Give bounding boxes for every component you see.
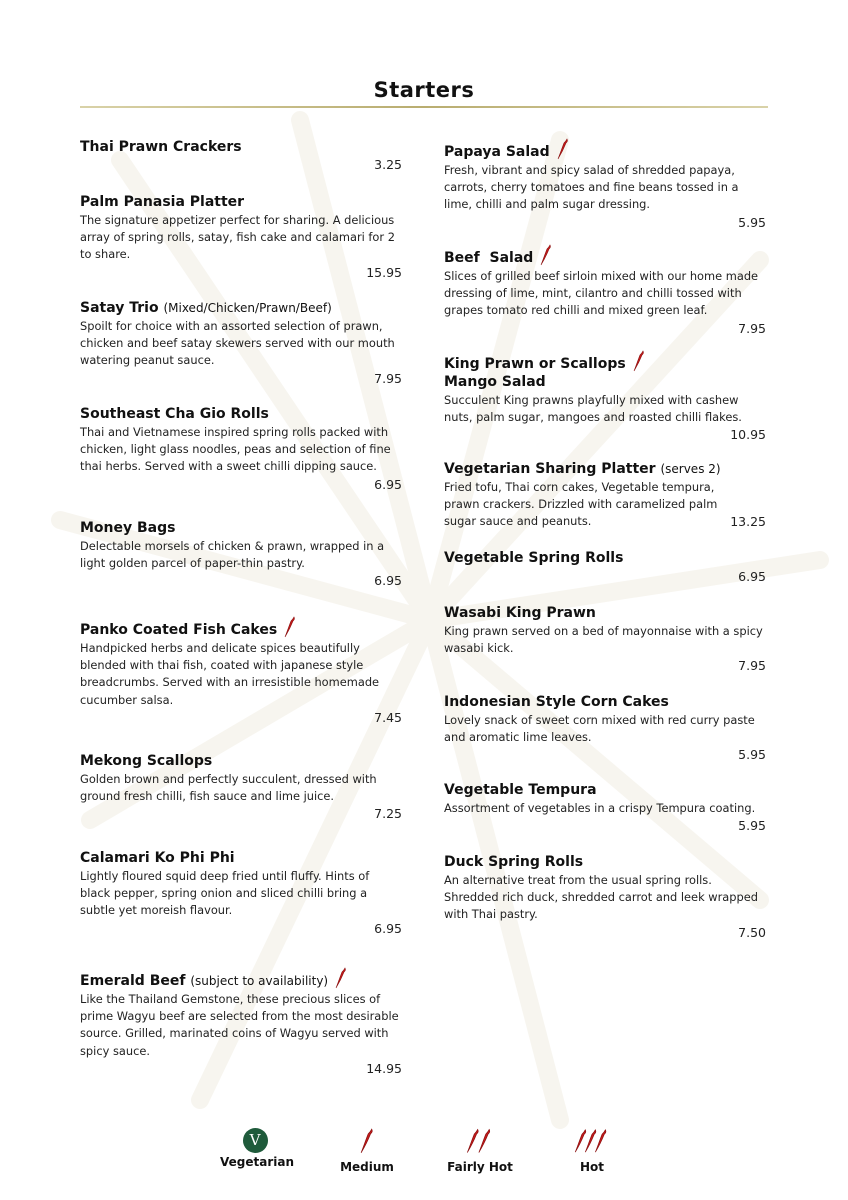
item-description: Assortment of vegetables in a crispy Tempura coating. [444, 801, 756, 815]
legend-label: Fairly Hot [447, 1160, 513, 1174]
legend-vegetarian [220, 1128, 295, 1169]
legend-medium [332, 1128, 402, 1174]
double-chili-icon [465, 1128, 495, 1154]
item-description: The signature appetizer perfect for sharing. A delicious array of spring rolls, satay, fish cake and calamari for 2 to share. [80, 213, 395, 262]
triple-chili-icon [573, 1128, 611, 1154]
item-description: Fried tofu, Thai corn cakes, Vegetable tempura, prawn crackers. Drizzled with caramelized palm sugar sauce and peanuts. [444, 480, 718, 529]
item-description: Fresh, vibrant and spicy salad of shredded papaya, carrots, cherry tomatoes and fine beans tossed in a lime, chilli and palm sugar dressing. [444, 163, 739, 212]
item-price: 13.25 [730, 513, 766, 529]
item-name-row [80, 967, 402, 990]
item-note: (serves 2) [660, 462, 721, 476]
item-price: 7.95 [374, 370, 402, 386]
menu-item [80, 752, 402, 823]
item-name: Palm Panasia Platter [80, 194, 245, 210]
item-name: Panko Coated Fish Cakes [80, 622, 278, 638]
menu-item [80, 519, 402, 590]
menu-item [444, 350, 766, 444]
legend-label: Vegetarian [220, 1155, 295, 1169]
chili-icon [334, 967, 348, 989]
item-price: 6.95 [374, 920, 402, 936]
item-price: 6.95 [374, 476, 402, 492]
legend-fairly-hot [445, 1128, 515, 1174]
menu-item [80, 299, 402, 388]
item-description: Golden brown and perfectly succulent, dressed with ground fresh chilli, fish sauce and lime juice. [80, 772, 377, 804]
item-name: King Prawn or Scallops [444, 356, 626, 372]
item-name: Thai Prawn Crackers [80, 139, 242, 155]
menu-item [444, 693, 766, 764]
spice-legend [0, 1128, 848, 1188]
menu-item [80, 193, 402, 282]
menu-item [80, 405, 402, 494]
item-name: Calamari Ko Phi Phi [80, 850, 235, 866]
chili-icon [556, 138, 570, 160]
item-description: Like the Thailand Gemstone, these precious slices of prime Wagyu beef are selected from the most desirable source. Grilled, marinated coins of Wagyu served with spicy sauce. [80, 992, 399, 1058]
item-name: Vegetable Spring Rolls [444, 550, 624, 566]
item-name: Beef Salad [444, 250, 534, 266]
legend-label: Medium [340, 1160, 394, 1174]
title-divider [80, 106, 768, 108]
chili-icon [632, 350, 646, 372]
vegetarian-icon: V [243, 1128, 268, 1153]
item-description: Lovely snack of sweet corn mixed with red curry paste and aromatic lime leaves. [444, 713, 755, 745]
menu-item [444, 604, 766, 675]
item-name: Emerald Beef [80, 973, 186, 989]
item-name-row [80, 616, 402, 639]
item-price: 7.45 [374, 709, 402, 725]
item-price: 10.95 [730, 427, 766, 443]
page-title: Starters [373, 78, 475, 102]
menu-item [80, 849, 402, 938]
chili-icon [283, 616, 297, 638]
item-name-row [444, 460, 766, 478]
item-name-row [444, 138, 766, 161]
item-price: 15.95 [366, 264, 402, 280]
item-name: Papaya Salad [444, 144, 550, 160]
item-name-row [80, 299, 402, 317]
item-name-row [444, 244, 766, 267]
item-name: Mekong Scallops [80, 753, 213, 769]
menu-item [80, 138, 402, 174]
menu-item [444, 781, 766, 835]
item-note: (subject to availability) [190, 974, 329, 988]
item-description: Delectable morsels of chicken & prawn, wrapped in a light golden parcel of paper-thin pastry. [80, 539, 385, 571]
menu-item [444, 244, 766, 338]
item-description: Thai and Vietnamese inspired spring rolls packed with chicken, light glass noodles, peas and selection of fine thai herbs. Served with a sweet chilli dipping sauce. [80, 425, 391, 474]
item-name: Vegetable Tempura [444, 782, 597, 798]
item-name: Indonesian Style Corn Cakes [444, 694, 669, 710]
item-description: Lightly floured squid deep fried until fluffy. Hints of black pepper, spring onion and sliced chilli bring a subtle yet moreish flavour. [80, 869, 370, 918]
item-price: 7.95 [738, 658, 766, 674]
item-description: King prawn served on a bed of mayonnaise with a spicy wasabi kick. [444, 624, 763, 656]
item-description: Succulent King prawns playfully mixed with cashew nuts, palm sugar, mangoes and roasted chilli flakes. [444, 393, 742, 425]
item-price: 3.25 [374, 157, 402, 172]
item-note: (Mixed/Chicken/Prawn/Beef) [163, 301, 332, 315]
item-name: Satay Trio [80, 300, 159, 316]
item-price: 5.95 [738, 214, 766, 230]
item-name-row [444, 350, 766, 373]
item-price: 6.95 [738, 569, 766, 584]
item-name: Southeast Cha Gio Rolls [80, 406, 269, 422]
item-name: Wasabi King Prawn [444, 605, 596, 621]
menu-item [444, 549, 766, 586]
item-name: Duck Spring Rolls [444, 854, 584, 870]
item-name: Money Bags [80, 520, 176, 536]
chili-icon [358, 1128, 376, 1154]
item-name: Vegetarian Sharing Platter [444, 461, 656, 477]
legend-label: Hot [579, 1160, 605, 1174]
item-price: 7.50 [738, 924, 766, 940]
item-price: 5.95 [738, 747, 766, 763]
item-description: Spoilt for choice with an assorted selection of prawn, chicken and beef satay skewers served with our mouth watering peanut sauce. [80, 319, 395, 368]
item-description: An alternative treat from the usual spring rolls. Shredded rich duck, shredded carrot and leek wrapped with Thai pastry. [444, 873, 758, 922]
menu-item [444, 460, 766, 531]
item-price: 14.95 [366, 1060, 402, 1076]
legend-hot [557, 1128, 627, 1174]
item-description: Slices of grilled beef sirloin mixed with our home made dressing of lime, mint, cilantro and chilli tossed with grapes tomato red chilli and mixed green leaf. [444, 269, 759, 318]
menu-item [444, 138, 766, 232]
chili-icon [539, 244, 553, 266]
item-description: Handpicked herbs and delicate spices beautifully blended with thai fish, coated with japanese style breadcrumbs. Served with an irresistible homemade cucumber salsa. [80, 641, 380, 707]
item-name-line-2: Mango Salad [444, 374, 546, 390]
item-price: 5.95 [738, 818, 766, 834]
item-price: 7.95 [738, 320, 766, 336]
menu-item [80, 967, 402, 1078]
menu-item [80, 616, 402, 727]
menu-item [444, 853, 766, 942]
item-price: 6.95 [374, 573, 402, 589]
item-price: 7.25 [374, 806, 402, 822]
